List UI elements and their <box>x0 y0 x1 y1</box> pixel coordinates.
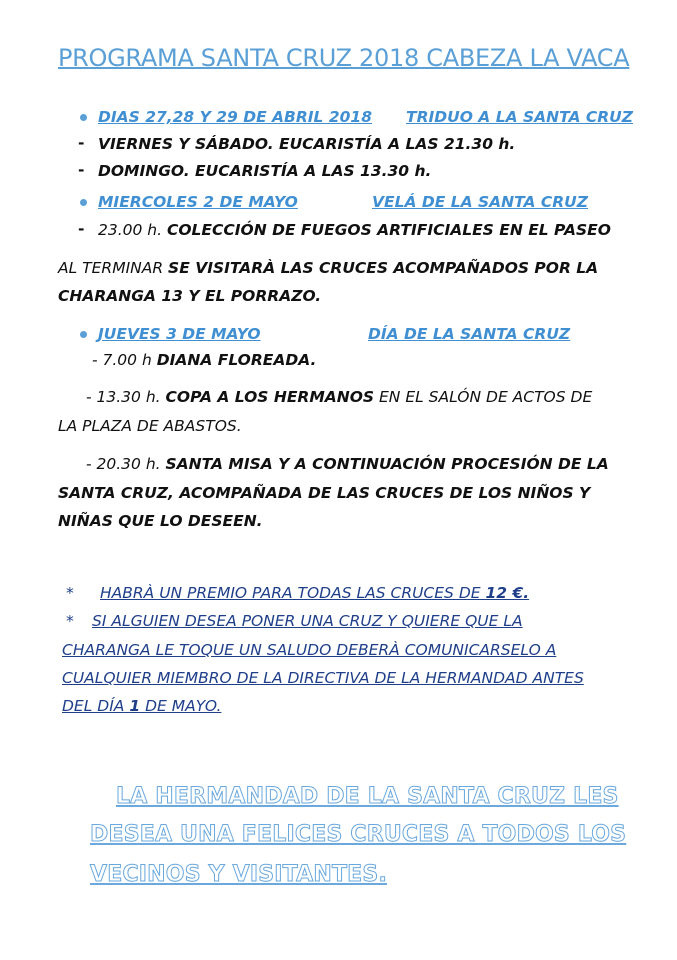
vela-after-bold-1: SE VISITARÀ LAS CRUCES ACOMPAÑADOS POR LA <box>168 259 599 277</box>
vela-time: 23.00 h. <box>98 221 163 239</box>
note-2-line-4-pre: DEL DÍA <box>62 697 125 715</box>
misa-line-1 <box>86 454 609 474</box>
diana-line <box>92 350 316 370</box>
copa-line-2: LA PLAZA DE ABASTOS. <box>58 417 242 435</box>
bullet-dot-icon <box>80 114 87 121</box>
dia-event: DÍA DE LA SANTA CRUZ <box>368 325 571 343</box>
closing-line-3: VECINOS Y VISITANTES. <box>90 862 388 887</box>
triduo-line-1: VIERNES Y SÁBADO. EUCARISTÍA A LAS 21.30 h. <box>98 135 516 153</box>
vela-date: MIERCOLES 2 DE MAYO <box>98 193 298 211</box>
closing-line-2: DESEA UNA FELICES CRUCES A TODOS LOS <box>90 822 627 847</box>
copa-rest-1: EN EL SALÓN DE ACTOS DE <box>379 388 593 406</box>
note-2-line-2: CHARANGA LE TOQUE UN SALUDO DEBERÀ COMUNICARSELO A <box>62 641 557 659</box>
dash-icon: - <box>78 161 85 179</box>
note-2-line-4 <box>62 696 221 716</box>
note-2-line-1: SI ALGUIEN DESEA PONER UNA CRUZ Y QUIERE QUE LA <box>92 612 523 630</box>
vela-desc: COLECCIÓN DE FUEGOS ARTIFICIALES EN EL PASEO <box>167 221 611 239</box>
misa-line-3: NIÑAS QUE LO DESEEN. <box>58 512 263 530</box>
dash-icon: - <box>78 220 85 238</box>
diana-time: - 7.00 h <box>92 351 152 369</box>
note-2-line-3: CUALQUIER MIEMBRO DE LA DIRECTIVA DE LA HERMANDAD ANTES <box>62 669 584 687</box>
star-icon: * <box>66 612 74 630</box>
triduo-event: TRIDUO A LA SANTA CRUZ <box>406 108 633 126</box>
star-icon: * <box>66 584 74 602</box>
vela-event: VELÁ DE LA SANTA CRUZ <box>372 193 589 211</box>
bullet-dot-icon <box>80 199 87 206</box>
closing-line-1: LA HERMANDAD DE LA SANTA CRUZ LES <box>116 784 619 809</box>
misa-bold-1: SANTA MISA Y A CONTINUACIÓN PROCESIÓN DE LA <box>165 455 609 473</box>
vela-after-line-1 <box>58 258 598 278</box>
note-1-text: HABRÀ UN PREMIO PARA TODAS LAS CRUCES DE <box>100 584 481 602</box>
vela-after-prefix: AL TERMINAR <box>58 259 164 277</box>
dash-icon: - <box>78 134 85 152</box>
triduo-line-2: DOMINGO. EUCARISTÍA A LAS 13.30 h. <box>98 162 432 180</box>
note-2-line-4-num: 1 <box>129 697 141 715</box>
triduo-date: DIAS 27,28 Y 29 DE ABRIL 2018 <box>98 108 372 126</box>
copa-line-1 <box>86 387 592 407</box>
copa-time: - 13.30 h. <box>86 388 161 406</box>
misa-line-2: SANTA CRUZ, ACOMPAÑADA DE LAS CRUCES DE LOS NIÑOS Y <box>58 484 591 502</box>
note-1-amount: 12 €. <box>485 584 530 602</box>
dia-date: JUEVES 3 DE MAYO <box>98 325 261 343</box>
note-2-line-4-post: DE MAYO. <box>145 697 222 715</box>
note-1 <box>100 583 529 603</box>
bullet-dot-icon <box>80 331 87 338</box>
misa-time: - 20.30 h. <box>86 455 161 473</box>
vela-detail <box>98 220 611 240</box>
vela-after-line-2: CHARANGA 13 Y EL PORRAZO. <box>58 287 322 305</box>
diana-desc: DIANA FLOREADA. <box>156 351 317 369</box>
copa-bold: COPA A LOS HERMANOS <box>165 388 375 406</box>
page-title: PROGRAMA SANTA CRUZ 2018 CABEZA LA VACA <box>58 44 630 72</box>
